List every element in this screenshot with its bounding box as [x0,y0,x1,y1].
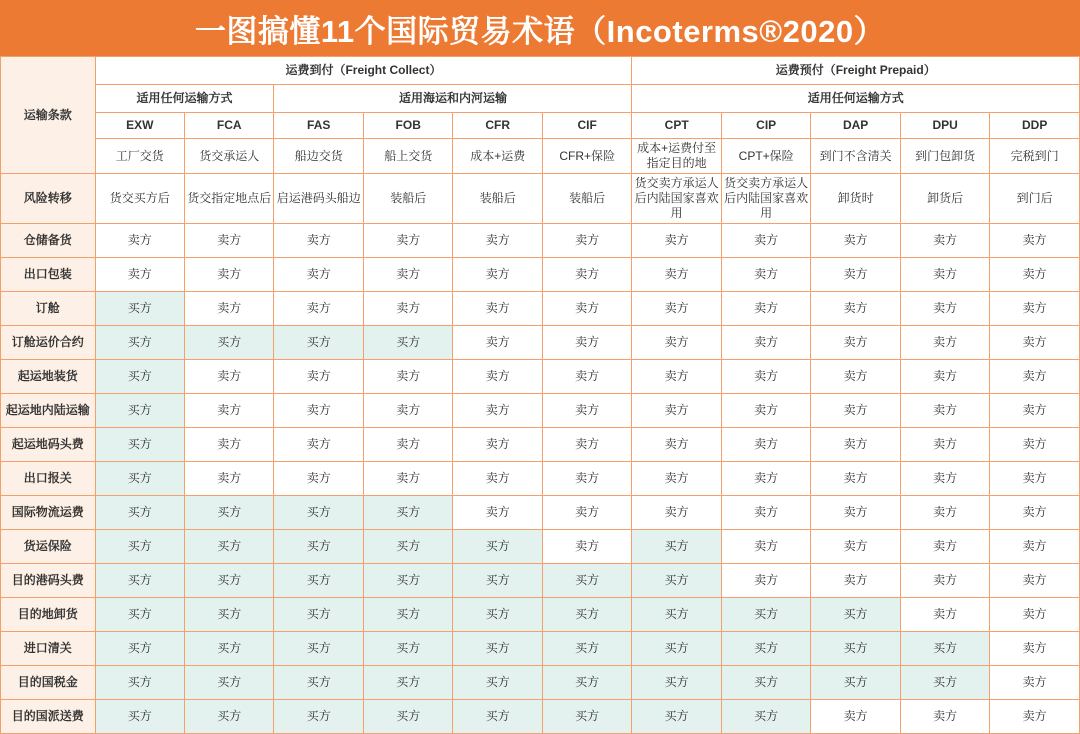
cost-cell: 卖方 [363,360,452,394]
cost-cell: 买方 [274,632,363,666]
term-code-exw: EXW [95,113,184,139]
cost-cell: 卖方 [95,224,184,258]
term-description: 到门包卸货 [900,139,989,174]
term-code-cpt: CPT [632,113,721,139]
cost-cell: 卖方 [185,428,274,462]
cost-cell: 卖方 [363,292,452,326]
cost-cell: 买方 [95,428,184,462]
cost-cell: 买方 [453,632,542,666]
row-label: 仓储备货 [1,224,96,258]
table-row [1,394,1080,428]
cost-cell: 卖方 [453,258,542,292]
cost-cell: 卖方 [990,258,1080,292]
cost-cell: 卖方 [721,360,810,394]
cost-cell: 卖方 [721,462,810,496]
table-row [1,598,1080,632]
cost-cell: 卖方 [632,428,721,462]
cost-cell: 卖方 [542,530,632,564]
group-header: 运费到付（Freight Collect） [95,57,632,85]
table-row [1,258,1080,292]
cost-cell: 卖方 [811,428,900,462]
cost-cell: 卖方 [453,428,542,462]
cost-cell: 卖方 [990,496,1080,530]
header-row-terms [1,113,1080,139]
cost-cell: 买方 [542,666,632,700]
cost-cell: 卖方 [542,496,632,530]
cost-cell: 卖方 [900,292,989,326]
term-description: 船上交货 [363,139,452,174]
subgroup-header: 适用任何运输方式 [95,85,274,113]
term-code-cip: CIP [721,113,810,139]
cost-cell: 卖方 [274,428,363,462]
subgroup-header: 适用任何运输方式 [632,85,1080,113]
cost-cell: 卖方 [900,462,989,496]
cost-cell: 买方 [95,666,184,700]
cost-cell: 卖方 [811,564,900,598]
cost-cell: 卖方 [274,394,363,428]
cost-cell: 卖方 [990,224,1080,258]
cost-cell: 买方 [542,598,632,632]
term-description: 完税到门 [990,139,1080,174]
cost-cell: 买方 [274,700,363,734]
cost-cell: 卖方 [185,292,274,326]
cost-cell: 买方 [95,326,184,360]
row-label: 订舱 [1,292,96,326]
cost-cell: 卖方 [811,700,900,734]
cost-cell: 买方 [900,666,989,700]
risk-transfer-cell: 卸货后 [900,174,989,224]
term-code-dap: DAP [811,113,900,139]
cost-cell: 卖方 [900,258,989,292]
cost-cell: 买方 [453,598,542,632]
cost-cell: 卖方 [363,224,452,258]
cost-cell: 卖方 [721,428,810,462]
row-label: 目的国税金 [1,666,96,700]
cost-cell: 买方 [542,632,632,666]
table-row [1,632,1080,666]
cost-cell: 买方 [632,530,721,564]
cost-cell: 卖方 [721,496,810,530]
cost-cell: 卖方 [811,292,900,326]
cost-cell: 卖方 [542,292,632,326]
cost-cell: 买方 [185,666,274,700]
cost-cell: 卖方 [542,224,632,258]
term-code-cfr: CFR [453,113,542,139]
risk-transfer-cell: 货交指定地点后 [185,174,274,224]
term-code-fob: FOB [363,113,452,139]
cost-cell: 买方 [185,700,274,734]
cost-cell: 买方 [721,632,810,666]
cost-cell: 买方 [632,700,721,734]
cost-cell: 卖方 [632,326,721,360]
cost-cell: 买方 [274,666,363,700]
cost-cell: 买方 [95,496,184,530]
term-description: 到门不含清关 [811,139,900,174]
cost-cell: 卖方 [542,462,632,496]
cost-cell: 买方 [453,564,542,598]
cost-cell: 卖方 [542,326,632,360]
header-row-groups [1,57,1080,85]
cost-cell: 买方 [95,360,184,394]
cost-cell: 买方 [274,564,363,598]
cost-cell: 卖方 [990,632,1080,666]
table-row [1,428,1080,462]
cost-cell: 买方 [811,666,900,700]
cost-cell: 买方 [363,666,452,700]
cost-cell: 卖方 [990,326,1080,360]
risk-transfer-cell: 到门后 [990,174,1080,224]
cost-cell: 卖方 [900,496,989,530]
cost-cell: 买方 [632,632,721,666]
row-label: 货运保险 [1,530,96,564]
table-row [1,326,1080,360]
cost-cell: 卖方 [632,292,721,326]
cost-cell: 买方 [363,496,452,530]
row-label-risk-transfer: 风险转移 [1,174,96,224]
table-row [1,292,1080,326]
risk-transfer-cell: 装船后 [453,174,542,224]
cost-cell: 买方 [95,700,184,734]
cost-cell: 买方 [95,394,184,428]
cost-cell: 卖方 [811,394,900,428]
term-description: 货交承运人 [185,139,274,174]
corner-label: 运输条款 [1,57,96,174]
cost-cell: 卖方 [185,258,274,292]
table-row [1,564,1080,598]
risk-transfer-cell: 货交买方后 [95,174,184,224]
row-label: 目的港码头费 [1,564,96,598]
risk-transfer-row [1,174,1080,224]
row-label: 出口报关 [1,462,96,496]
cost-cell: 买方 [542,564,632,598]
row-label: 出口包装 [1,258,96,292]
cost-cell: 买方 [363,564,452,598]
cost-cell: 买方 [185,496,274,530]
cost-cell: 买方 [811,598,900,632]
cost-cell: 买方 [363,632,452,666]
cost-cell: 卖方 [990,530,1080,564]
row-label: 起运地码头费 [1,428,96,462]
cost-cell: 卖方 [274,462,363,496]
cost-cell: 卖方 [811,224,900,258]
cost-cell: 卖方 [274,258,363,292]
table-row [1,530,1080,564]
cost-cell: 卖方 [811,258,900,292]
cost-cell: 买方 [274,326,363,360]
cost-cell: 买方 [95,292,184,326]
cost-cell: 买方 [363,700,452,734]
cost-cell: 买方 [542,700,632,734]
page-title-bar [0,0,1080,56]
cost-cell: 卖方 [990,564,1080,598]
cost-cell: 卖方 [363,428,452,462]
cost-cell: 买方 [185,530,274,564]
cost-cell: 卖方 [811,360,900,394]
cost-cell: 买方 [632,666,721,700]
cost-cell: 买方 [274,598,363,632]
header-row-descriptions [1,139,1080,174]
cost-cell: 卖方 [185,462,274,496]
cost-cell: 卖方 [900,530,989,564]
cost-cell: 卖方 [632,496,721,530]
cost-cell: 卖方 [632,462,721,496]
table-row [1,700,1080,734]
cost-cell: 卖方 [453,292,542,326]
cost-cell: 卖方 [185,360,274,394]
term-description: 船边交货 [274,139,363,174]
cost-cell: 卖方 [453,360,542,394]
group-header: 运费预付（Freight Prepaid） [632,57,1080,85]
cost-cell: 卖方 [811,530,900,564]
cost-cell: 卖方 [900,326,989,360]
cost-cell: 卖方 [900,394,989,428]
cost-cell: 买方 [363,326,452,360]
cost-cell: 卖方 [185,224,274,258]
risk-transfer-cell: 装船后 [363,174,452,224]
cost-cell: 卖方 [542,428,632,462]
cost-cell: 卖方 [721,530,810,564]
cost-cell: 卖方 [721,224,810,258]
risk-transfer-cell: 货交卖方承运人后内陆国家喜欢用 [632,174,721,224]
cost-cell: 卖方 [363,394,452,428]
table-row [1,360,1080,394]
cost-cell: 卖方 [900,700,989,734]
cost-cell: 卖方 [721,258,810,292]
cost-cell: 卖方 [453,224,542,258]
term-description: CFR+保险 [542,139,632,174]
cost-cell: 卖方 [632,360,721,394]
header-row-subgroups [1,85,1080,113]
cost-cell: 买方 [274,496,363,530]
cost-cell: 卖方 [542,394,632,428]
cost-cell: 卖方 [453,394,542,428]
cost-cell: 买方 [274,530,363,564]
risk-transfer-cell: 货交卖方承运人后内陆国家喜欢用 [721,174,810,224]
cost-cell: 卖方 [900,360,989,394]
cost-cell: 卖方 [95,258,184,292]
cost-cell: 卖方 [542,258,632,292]
cost-cell: 买方 [95,632,184,666]
cost-cell: 卖方 [721,564,810,598]
cost-cell: 卖方 [990,666,1080,700]
cost-cell: 卖方 [811,326,900,360]
cost-cell: 卖方 [990,598,1080,632]
term-code-dpu: DPU [900,113,989,139]
cost-cell: 卖方 [363,462,452,496]
term-code-fca: FCA [185,113,274,139]
cost-cell: 买方 [185,564,274,598]
cost-cell: 买方 [721,666,810,700]
cost-cell: 卖方 [453,496,542,530]
cost-cell: 买方 [632,598,721,632]
row-label: 目的国派送费 [1,700,96,734]
cost-cell: 买方 [95,462,184,496]
table-row [1,462,1080,496]
term-code-fas: FAS [274,113,363,139]
cost-cell: 卖方 [721,326,810,360]
risk-transfer-cell: 装船后 [542,174,632,224]
cost-cell: 卖方 [542,360,632,394]
cost-cell: 买方 [721,700,810,734]
cost-cell: 卖方 [990,428,1080,462]
cost-cell: 卖方 [274,224,363,258]
cost-cell: 卖方 [900,598,989,632]
cost-cell: 买方 [185,326,274,360]
term-description: CPT+保险 [721,139,810,174]
cost-cell: 卖方 [363,258,452,292]
cost-cell: 卖方 [811,496,900,530]
table-row [1,496,1080,530]
term-code-ddp: DDP [990,113,1080,139]
cost-cell: 卖方 [185,394,274,428]
cost-cell: 买方 [363,530,452,564]
cost-cell: 买方 [185,598,274,632]
row-label: 订舱运价合约 [1,326,96,360]
cost-cell: 卖方 [632,258,721,292]
term-description: 成本+运费 [453,139,542,174]
page-title: 一图搞懂11个国际贸易术语（Incoterms®2020） [194,13,886,49]
cost-cell: 卖方 [811,462,900,496]
row-label: 目的地卸货 [1,598,96,632]
cost-cell: 卖方 [990,700,1080,734]
cost-cell: 买方 [721,598,810,632]
term-description: 工厂交货 [95,139,184,174]
row-label: 进口清关 [1,632,96,666]
cost-cell: 买方 [95,598,184,632]
cost-cell: 卖方 [900,224,989,258]
cost-cell: 买方 [363,598,452,632]
cost-cell: 买方 [632,564,721,598]
cost-cell: 卖方 [453,462,542,496]
cost-cell: 卖方 [274,360,363,394]
risk-transfer-cell: 卸货时 [811,174,900,224]
cost-cell: 买方 [453,700,542,734]
cost-cell: 卖方 [274,292,363,326]
term-code-cif: CIF [542,113,632,139]
cost-cell: 卖方 [900,564,989,598]
row-label: 国际物流运费 [1,496,96,530]
term-description: 成本+运费付至指定目的地 [632,139,721,174]
cost-cell: 买方 [185,632,274,666]
table-row [1,224,1080,258]
cost-cell: 买方 [95,564,184,598]
risk-transfer-cell: 启运港码头船边 [274,174,363,224]
cost-cell: 卖方 [453,326,542,360]
cost-cell: 卖方 [900,428,989,462]
cost-cell: 卖方 [990,394,1080,428]
subgroup-header: 适用海运和内河运输 [274,85,632,113]
cost-cell: 买方 [811,632,900,666]
table-row [1,666,1080,700]
row-label: 起运地内陆运输 [1,394,96,428]
cost-cell: 卖方 [990,462,1080,496]
cost-cell: 卖方 [990,292,1080,326]
cost-cell: 买方 [453,530,542,564]
cost-cell: 买方 [453,666,542,700]
cost-cell: 买方 [95,530,184,564]
cost-cell: 卖方 [632,224,721,258]
cost-cell: 卖方 [721,394,810,428]
incoterms-matrix [0,56,1080,734]
cost-cell: 买方 [900,632,989,666]
row-label: 起运地装货 [1,360,96,394]
cost-cell: 卖方 [721,292,810,326]
cost-cell: 卖方 [990,360,1080,394]
cost-cell: 卖方 [632,394,721,428]
